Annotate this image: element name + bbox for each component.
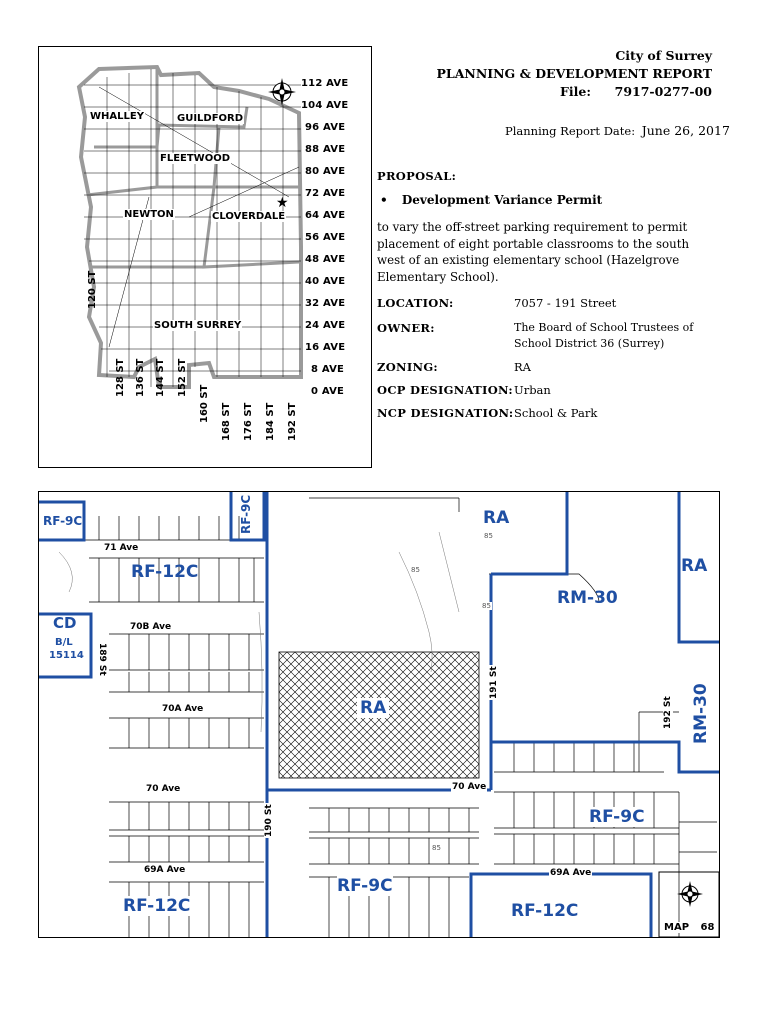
description-line: west of an existing elementary school (Hazelgrove	[377, 253, 680, 267]
road-label: 190 St	[264, 804, 274, 837]
street-label: 136 ST	[135, 358, 146, 397]
location-label: LOCATION:	[377, 296, 454, 310]
zone-label: RA	[681, 556, 708, 576]
location-value: 7057 - 191 Street	[514, 296, 617, 310]
ncp-label: NCP DESIGNATION:	[377, 406, 514, 420]
compass-rose-icon	[677, 881, 703, 907]
avenue-label: 88 AVE	[305, 144, 346, 155]
bullet-icon: •	[380, 193, 388, 207]
avenue-label: 64 AVE	[305, 210, 346, 221]
proposal-description	[377, 219, 689, 285]
city-name: City of Surrey	[615, 48, 712, 63]
contour-label: 85	[411, 566, 420, 574]
zone-label: RF-12C	[131, 562, 199, 582]
owner-value	[514, 320, 693, 352]
zone-label: RM-30	[691, 683, 711, 744]
avenue-label: 96 AVE	[305, 122, 346, 133]
avenue-label: 0 AVE	[311, 386, 345, 397]
proposal-bullet	[380, 193, 602, 207]
avenue-label: 16 AVE	[305, 342, 346, 353]
site-star-icon: ★	[276, 195, 289, 211]
street-label: 160 ST	[199, 384, 210, 423]
zone-label: RF-12C	[123, 896, 191, 916]
zone-label: RF-9C	[589, 807, 645, 827]
street-label: 168 ST	[221, 402, 232, 441]
area-label-fleetwood: FLEETWOOD	[160, 153, 231, 164]
zone-label: 15114	[49, 650, 84, 661]
zone-label: RF-9C	[239, 494, 253, 534]
street-label: 192 ST	[287, 402, 298, 441]
road-label: 70 Ave	[452, 782, 487, 792]
file-number: 7917-0277-00	[614, 84, 712, 99]
road-label: 192 St	[663, 696, 673, 729]
description-line: Elementary School).	[377, 269, 499, 284]
area-label-south-surrey: SOUTH SURREY	[154, 320, 242, 331]
zone-label: RF-9C	[337, 876, 393, 896]
description-line: placement of eight portable classrooms to the south	[377, 236, 690, 251]
file-label: File:	[560, 84, 591, 99]
area-label-cloverdale: CLOVERDALE	[212, 211, 286, 222]
street-label: 184 ST	[265, 402, 276, 441]
road-label: 70A Ave	[162, 704, 204, 714]
ocp-value: Urban	[514, 383, 551, 397]
avenue-label: 80 AVE	[305, 166, 346, 177]
zone-label: CD	[53, 614, 77, 632]
map-label	[663, 922, 715, 933]
ocp-label: OCP DESIGNATION:	[377, 383, 513, 397]
zone-label: RM-30	[557, 588, 618, 608]
map-number: 68	[700, 922, 715, 933]
street-label: 152 ST	[177, 358, 188, 397]
avenue-label: 104 AVE	[301, 100, 349, 111]
area-label-whalley: WHALLEY	[90, 111, 144, 122]
avenue-label: 72 AVE	[305, 188, 346, 199]
avenue-label: 40 AVE	[305, 276, 346, 287]
avenue-label: 56 AVE	[305, 232, 346, 243]
road-label: 69A Ave	[550, 868, 592, 878]
owner-line: The Board of School Trustees of	[514, 321, 694, 334]
zoning-map	[38, 491, 720, 938]
avenue-label: 112 AVE	[301, 78, 349, 89]
proposal-bullet-text: Development Variance Permit	[401, 193, 603, 207]
zone-label: RF-12C	[511, 901, 579, 921]
road-label: 71 Ave	[104, 543, 139, 553]
zone-label: RF-9C	[43, 514, 83, 528]
road-label: 189 St	[97, 643, 107, 676]
report-date-label: Planning Report Date:	[505, 124, 636, 138]
avenue-label: 8 AVE	[311, 364, 345, 375]
road-label: 69A Ave	[144, 865, 186, 875]
ncp-value: School & Park	[514, 406, 598, 420]
owner-label: OWNER:	[377, 321, 435, 335]
avenue-label: 24 AVE	[305, 320, 346, 331]
zoning-label: ZONING:	[377, 360, 438, 374]
proposal-heading: PROPOSAL:	[377, 169, 457, 183]
key-map	[38, 46, 372, 468]
road-label: 70B Ave	[130, 622, 172, 632]
contour-label: 85	[432, 844, 441, 852]
zone-label: B/L	[55, 637, 73, 648]
contour-label: 85	[484, 532, 493, 540]
report-date-row	[505, 123, 730, 138]
owner-line: School District 36 (Surrey)	[514, 337, 665, 350]
report-date: June 26, 2017	[641, 123, 730, 138]
contour-label: 85	[482, 602, 491, 610]
area-label-newton: NEWTON	[124, 209, 174, 220]
zoning-value: RA	[514, 360, 531, 374]
map-label-text: MAP	[664, 922, 690, 933]
report-title: PLANNING & DEVELOPMENT REPORT	[436, 66, 712, 81]
road-label: 70 Ave	[146, 784, 181, 794]
description-line: to vary the off-street parking requirement to permit	[377, 220, 688, 234]
street-label: 120 ST	[87, 270, 98, 309]
area-label-guildford: GUILDFORD	[177, 113, 244, 124]
avenue-label: 32 AVE	[305, 298, 346, 309]
street-label: 176 ST	[243, 402, 254, 441]
zone-label: RA	[357, 698, 389, 718]
avenue-label: 48 AVE	[305, 254, 346, 265]
zone-label: RA	[483, 508, 510, 528]
road-label: 191 St	[489, 666, 499, 699]
street-label: 144 ST	[155, 358, 166, 397]
street-label: 128 ST	[115, 358, 126, 397]
